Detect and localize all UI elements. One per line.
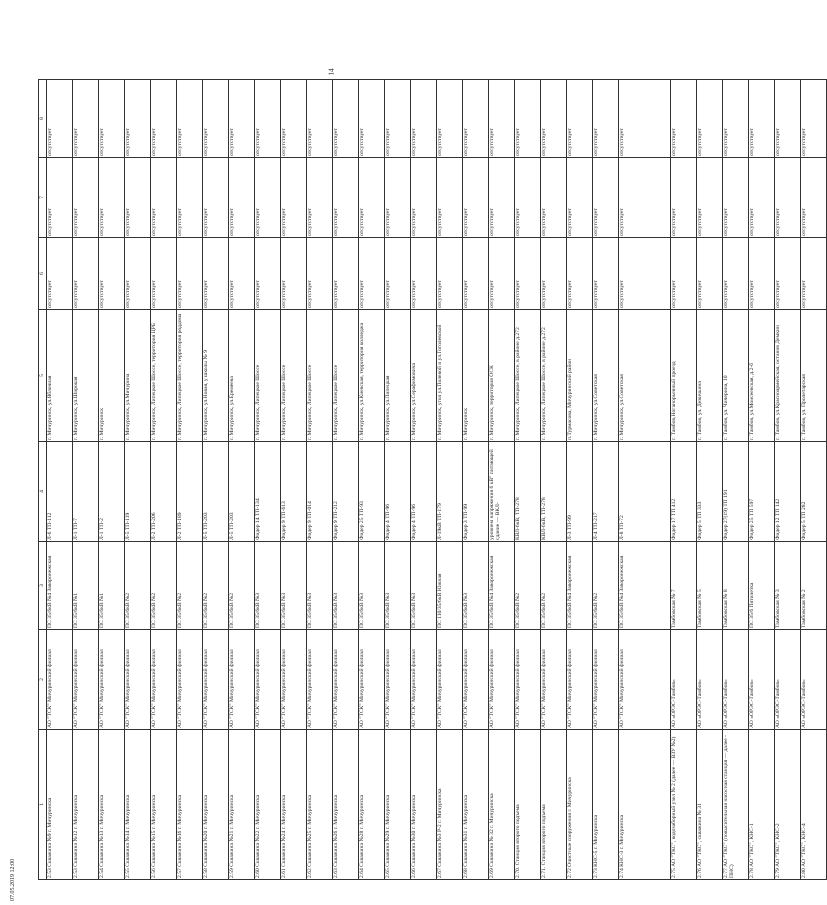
table-cell: г. Мичуринск, Липецкое Шоссе, территория роддома bbox=[177, 310, 203, 442]
table-cell: Л-3 ТП-99 bbox=[567, 442, 593, 542]
table-cell: отсутствует bbox=[359, 158, 385, 238]
table-cell: отсутствует bbox=[723, 80, 749, 158]
table-row bbox=[333, 80, 359, 880]
table-cell: ПС 35/6кВ №3 bbox=[255, 542, 281, 630]
table-cell: 2.62 Скважина №25 г. Мичуринска bbox=[307, 730, 333, 880]
column-header: 2 bbox=[39, 630, 47, 730]
table-cell: отсутствует bbox=[749, 158, 775, 238]
table-cell: Фидер 3 ТП-99 bbox=[463, 442, 489, 542]
table-cell: 2.56 Скважина №15 г. Мичуринска bbox=[151, 730, 177, 880]
table-row bbox=[125, 80, 151, 880]
table-cell: отсутствует bbox=[437, 80, 463, 158]
table-cell: отсутствует bbox=[99, 158, 125, 238]
table-cell: ПС 35/6кВ №2 bbox=[151, 542, 177, 630]
table-cell: 2.79 АО "ТКС", КНС-2 bbox=[775, 730, 801, 880]
table-cell: 2.53 Скважина №12 г. Мичуринска bbox=[73, 730, 99, 880]
table-cell: г. Мичуринск bbox=[463, 310, 489, 442]
table-cell: 2.65 Скважина №29 г. Мичуринска bbox=[385, 730, 411, 880]
table-cell: 2.72 Очистные сооружения г. Мичуринска bbox=[567, 730, 593, 880]
table-cell: Л-8 ТП-72 bbox=[619, 442, 671, 542]
table-cell: 2.73 КНС-5 г. Мичуринска bbox=[593, 730, 619, 880]
table-cell: г. Мичуринск, ул.Советская bbox=[619, 310, 671, 442]
table-cell: Тамбовская № 3 bbox=[775, 542, 801, 630]
table-cell: ПС 35/6кВ №2 bbox=[229, 542, 255, 630]
table-cell: отсутствует bbox=[203, 80, 229, 158]
table-cell: АО "ТСК" Мичуринский филиал bbox=[359, 630, 385, 730]
objects-table bbox=[38, 79, 827, 880]
table-cell: АО "ТСК" Мичуринский филиал bbox=[177, 630, 203, 730]
table-cell: отсутствует bbox=[801, 158, 827, 238]
table-cell: г. Тамбов, ул. Пролетарская bbox=[801, 310, 827, 442]
table-cell: отсутствует bbox=[151, 158, 177, 238]
table-cell: 2.80 АО "ТКС", КНС-4 bbox=[801, 730, 827, 880]
table-cell: отсутствует bbox=[177, 158, 203, 238]
table-cell: ПС 35/6кВ №2 bbox=[593, 542, 619, 630]
table-cell: отсутствует bbox=[411, 158, 437, 238]
table-cell: 2.70. Станция второго подъема bbox=[515, 730, 541, 880]
table-cell: Фидер 4 ТП-96 bbox=[411, 442, 437, 542]
table-cell: ПС 35/6кВ №3 bbox=[385, 542, 411, 630]
table-cell: г. Мичуринск, ул.Киевская, территория колледжа bbox=[359, 310, 385, 442]
table-cell: г. Мичуринск, Липецкое Шоссе bbox=[307, 310, 333, 442]
table-row bbox=[203, 80, 229, 880]
table-cell: АО "ТСК" Мичуринский филиал bbox=[73, 630, 99, 730]
table-cell: АО "ТСК" Мичуринский филиал bbox=[489, 630, 515, 730]
table-cell: Фидер 27(19) ТП 191 bbox=[723, 442, 749, 542]
table-cell: г. Мичуринск, угол ул.Полевой и ул.Гоголевской bbox=[437, 310, 463, 442]
table-cell: отсутствует bbox=[73, 80, 99, 158]
table-cell: г. Мичуринск, ул.Новая, у школы № 9 bbox=[203, 310, 229, 442]
table-cell: Фидер 25 ТП-93 bbox=[359, 442, 385, 542]
table-cell: отсутствует bbox=[437, 158, 463, 238]
table-cell: отсутствует bbox=[125, 158, 151, 238]
table-cell: г. Мичуринск, ул.Липецкая bbox=[385, 310, 411, 442]
table-cell: АО «ОРЭС-Тамбов» bbox=[671, 630, 697, 730]
table-cell: отсутствует bbox=[463, 238, 489, 310]
table-cell: отсутствует bbox=[619, 158, 671, 238]
table-cell: отсутствует bbox=[307, 238, 333, 310]
table-cell: отсутствует bbox=[489, 238, 515, 310]
table-cell: отсутствует bbox=[489, 80, 515, 158]
table-cell: ПС 35/6кВ №2 bbox=[125, 542, 151, 630]
table-cell: АО "ТСК" Мичуринский филиал bbox=[385, 630, 411, 730]
table-cell: АО "ТСК" Мичуринский филиал bbox=[437, 630, 463, 730]
table-row bbox=[99, 80, 125, 880]
table-cell: Тамбовская № 8 bbox=[723, 542, 749, 630]
table-cell: АО «ОРЭС-Тамбов» bbox=[801, 630, 827, 730]
table-cell: АО "ТСК" Мичуринский филиал bbox=[99, 630, 125, 730]
table-cell: отсутствует bbox=[619, 80, 671, 158]
table-cell: Л-2 ТП-206 bbox=[151, 442, 177, 542]
column-header: 3 bbox=[39, 542, 47, 630]
table-cell: 2.58 Скважина №20 г. Мичуринска bbox=[203, 730, 229, 880]
table-row bbox=[567, 80, 593, 880]
table-cell: Фидер 9 ТП-613 bbox=[281, 442, 307, 542]
table-cell: 2.69 Скважина № 32 г. Мичуринска bbox=[489, 730, 515, 880]
table-cell: отсутствует bbox=[775, 238, 801, 310]
table-cell: АО "ТСК" Мичуринский филиал bbox=[307, 630, 333, 730]
table-cell: 2.54 Скважина №13 г. Мичуринска bbox=[99, 730, 125, 880]
table-cell: 2.53 Скважина №9 г. Мичуринска bbox=[47, 730, 73, 880]
table-cell: отсутствует bbox=[801, 80, 827, 158]
table-row bbox=[385, 80, 411, 880]
footer-date-text: 07.05.2019 12:00 bbox=[10, 858, 16, 901]
table-cell: АО «ОРЭС-Тамбов» bbox=[775, 630, 801, 730]
table-cell: 2.67 Скважина №3 Р-2 г. Мичуринска bbox=[437, 730, 463, 880]
table-cell: АО "ТСК" Мичуринский филиал bbox=[619, 630, 671, 730]
table-cell: АО "ТСК" Мичуринский филиал bbox=[229, 630, 255, 730]
table-cell: АО "ТСК" Мичуринский филиал bbox=[255, 630, 281, 730]
table-cell: отсутствует bbox=[359, 238, 385, 310]
table-cell: 2.77 АО "ТКС" (повысительная насосная станция — далее - ПНС) bbox=[723, 730, 749, 880]
table-cell: отсутствует bbox=[593, 80, 619, 158]
table-cell: отсутствует bbox=[307, 80, 333, 158]
table-cell: 2.60 Скважина №22 г. Мичуринска bbox=[255, 730, 281, 880]
table-cell: отсутствует bbox=[801, 238, 827, 310]
table-cell: ПС 35/6кВ №3 bbox=[281, 542, 307, 630]
table-cell: 2.76 АО "ТКС", скважина № 31 bbox=[697, 730, 723, 880]
table-cell: отсутствует bbox=[229, 80, 255, 158]
table-cell: отсутствует bbox=[73, 238, 99, 310]
table-cell: г. Мичуринск, ул.Серафимовича bbox=[411, 310, 437, 442]
table-row bbox=[229, 80, 255, 880]
table-cell: Л-5 ТП-119 bbox=[125, 442, 151, 542]
table-cell: ПС 35/6кВ №4 Заворонежская bbox=[567, 542, 593, 630]
table-cell: ПС 35/6кВ №4 Заворонежская bbox=[47, 542, 73, 630]
table-row bbox=[515, 80, 541, 880]
table-row bbox=[411, 80, 437, 880]
table-cell: отсутствует bbox=[255, 80, 281, 158]
table-cell: г. Мичуринск bbox=[99, 310, 125, 442]
table-row bbox=[73, 80, 99, 880]
table-cell: 2.78 АО "ТКС", КНС-1 bbox=[749, 730, 775, 880]
table-cell: отсутствует bbox=[567, 80, 593, 158]
table-cell: 2.57 Скважина №16 г. Мичуринска bbox=[177, 730, 203, 880]
table-cell: Фидер 5 ТП 333 bbox=[697, 442, 723, 542]
table-cell: АО "ТСК" Мичуринский филиал bbox=[593, 630, 619, 730]
table-cell: Фидер 9 ТП-014 bbox=[307, 442, 333, 542]
table-cell: 2.61 Скважина №24 г. Мичуринска bbox=[281, 730, 307, 880]
table-cell: отсутствует bbox=[385, 80, 411, 158]
table-cell: АО "ТСК" Мичуринский филиал bbox=[515, 630, 541, 730]
table-cell: КВЛ-6кВ, ТП-278 bbox=[515, 442, 541, 542]
table-cell: АО "ТСК" Мичуринский филиал bbox=[463, 630, 489, 730]
table-cell: г. Мичуринск, Липецкое Шоссе, в районе д.272 bbox=[515, 310, 541, 442]
column-header: 6 bbox=[39, 238, 47, 310]
table-cell: отсутствует bbox=[47, 80, 73, 158]
table-cell: отсутствует bbox=[749, 238, 775, 310]
table-cell: отсутствует bbox=[333, 80, 359, 158]
table-row bbox=[697, 80, 723, 880]
table-cell: г. Мичуринск, Липецкое Шоссе, территория ЦРБ bbox=[151, 310, 177, 442]
table-cell: отсутствует bbox=[281, 158, 307, 238]
table-cell: ПС 35/6кВ №2 bbox=[515, 542, 541, 630]
table-row bbox=[255, 80, 281, 880]
table-cell: отсутствует bbox=[567, 238, 593, 310]
table-cell: ПС 35/6кВ №3 bbox=[333, 542, 359, 630]
table-cell: ПС 35/6кВ №2 bbox=[203, 542, 229, 630]
column-header: 4 bbox=[39, 442, 47, 542]
table-cell: отсутствует bbox=[697, 158, 723, 238]
table-cell: ПС 35/6кВ №4 Заворонежская bbox=[619, 542, 671, 630]
table-cell: отсутствует bbox=[281, 80, 307, 158]
table-cell: 2.64 Скважина №28 г. Мичуринска bbox=[359, 730, 385, 880]
table-cell: Тамбовская № 5 bbox=[697, 542, 723, 630]
table-cell: Фидер 9 ТП-212 bbox=[333, 442, 359, 542]
table-cell: отсутствует bbox=[515, 80, 541, 158]
table-cell: отсутствует bbox=[697, 238, 723, 310]
table-cell: г. Мичуринск, ул.Мичурина bbox=[125, 310, 151, 442]
table-cell: отсутствует bbox=[385, 238, 411, 310]
table-cell: п.Турмасова, Мичуринский район bbox=[567, 310, 593, 442]
table-row bbox=[775, 80, 801, 880]
table-cell: отсутствует bbox=[47, 158, 73, 238]
table-cell: отсутствует bbox=[229, 158, 255, 238]
table-cell: 2.75 АО "ТКС", водозаборный узел № 2 (далее — ВЗУ №2) bbox=[671, 730, 697, 880]
header-row bbox=[39, 80, 47, 880]
table-cell: Л-1 ТП-2 bbox=[99, 442, 125, 542]
table-row bbox=[437, 80, 463, 880]
table-cell: отсутствует bbox=[515, 158, 541, 238]
table-cell: Л-6 ТП-112 bbox=[47, 442, 73, 542]
table-cell: отсутствует bbox=[255, 238, 281, 310]
table-cell: 2.59 Скважина №21 г. Мичуринска bbox=[229, 730, 255, 880]
table-cell: ПС 35/6 Пятилетка bbox=[749, 542, 775, 630]
table-cell: Фидер 12 ТП 142 bbox=[775, 442, 801, 542]
column-header: 7 bbox=[39, 158, 47, 238]
table-cell: отсутствует bbox=[515, 238, 541, 310]
table-cell: 2.71. Станция второго подъема bbox=[541, 730, 567, 880]
table-cell: отсутствует bbox=[437, 238, 463, 310]
table-cell: отсутствует bbox=[359, 80, 385, 158]
table-cell: отсутствует bbox=[73, 158, 99, 238]
page-number: 14 bbox=[327, 68, 336, 76]
table-row bbox=[489, 80, 515, 880]
table-row bbox=[359, 80, 385, 880]
table-cell: г. Мичуринск, ул.Широкая bbox=[73, 310, 99, 442]
table-cell: отсутствует bbox=[411, 238, 437, 310]
table-cell: 2.66 Скважина №30 г. Мичуринска bbox=[411, 730, 437, 880]
table-cell: отсутствует bbox=[99, 80, 125, 158]
table-cell: АО "ТСК" Мичуринский филиал bbox=[203, 630, 229, 730]
table-cell: АО «ОРЭС-Тамбов» bbox=[749, 630, 775, 730]
table-row bbox=[307, 80, 333, 880]
table-cell: 2.74 КНС-3 г. Мичуринска bbox=[619, 730, 671, 880]
table-cell: АО "ТСК" Мичуринский филиал bbox=[333, 630, 359, 730]
table-cell: Л-19кВ ТП-179 bbox=[437, 442, 463, 542]
table-cell: г. Мичуринск, Липецкое Шоссе bbox=[281, 310, 307, 442]
table-cell: ПС 35/6кВ №4 Заворонежская bbox=[489, 542, 515, 630]
table-row bbox=[671, 80, 697, 880]
table-row bbox=[593, 80, 619, 880]
table-cell: отсутствует bbox=[47, 238, 73, 310]
table-cell: отсутствует bbox=[775, 158, 801, 238]
table-cell: отсутствует bbox=[203, 238, 229, 310]
table-cell: ПС 35/6кВ №2 bbox=[541, 542, 567, 630]
table-row bbox=[801, 80, 827, 880]
table-cell: отсутствует bbox=[463, 80, 489, 158]
table-row bbox=[463, 80, 489, 880]
table-cell: отсутствует bbox=[333, 238, 359, 310]
table-cell: отсутствует bbox=[125, 238, 151, 310]
table-cell: г. Мичуринск, ул.Яблочная bbox=[47, 310, 73, 442]
table-cell: отсутствует bbox=[125, 80, 151, 158]
table-cell: отсутствует bbox=[99, 238, 125, 310]
table-cell: Л-1 ТП-7 bbox=[73, 442, 99, 542]
table-cell: ПС 35/6кВ №3 bbox=[359, 542, 385, 630]
table-cell: отсутствует bbox=[723, 158, 749, 238]
table-cell: г. Тамбов,Ноганорьевный проезд bbox=[671, 310, 697, 442]
table-row bbox=[281, 80, 307, 880]
table-cell: отсутствует bbox=[463, 158, 489, 238]
table-cell: Фидер 25 ТП 597 bbox=[749, 442, 775, 542]
table-cell: г. Тамбов, ул.Красноармейская, останов Демкин bbox=[775, 310, 801, 442]
table-cell: отсутствует bbox=[281, 238, 307, 310]
table-cell: ПС 35/6кВ №1 bbox=[99, 542, 125, 630]
table-cell: отсутствует bbox=[541, 238, 567, 310]
table-cell: Л-2 ТП-189 bbox=[177, 442, 203, 542]
table-cell: Л-5 ТП-203 bbox=[229, 442, 255, 542]
table-cell: 2.68 Скважина №31 г. Мичуринска bbox=[463, 730, 489, 880]
table-cell: отсутствует bbox=[541, 80, 567, 158]
table-cell: отсутствует bbox=[593, 158, 619, 238]
table-row bbox=[151, 80, 177, 880]
table-cell: г. Мичуринск, Липецкое Шоссе, в районе д.272 bbox=[541, 310, 567, 442]
table-row bbox=[177, 80, 203, 880]
table-cell: ПС 35/6кВ №3 bbox=[463, 542, 489, 630]
table-cell: г. Мичуринск, ул.Советская bbox=[593, 310, 619, 442]
table-cell: отсутствует bbox=[411, 80, 437, 158]
table-cell: Фидер 5 ТП 282 bbox=[801, 442, 827, 542]
table-cell: ПС 35/6кВ №3 bbox=[411, 542, 437, 630]
table-cell: г. Мичуринск, ул.Еремеева bbox=[229, 310, 255, 442]
table-body bbox=[47, 80, 827, 880]
table-cell: АО "ТСК" Мичуринский филиал bbox=[567, 630, 593, 730]
table-cell: отсутствует bbox=[593, 238, 619, 310]
table-cell: АО "ТСК" Мичуринский филиал bbox=[125, 630, 151, 730]
table-cell: отсутствует bbox=[775, 80, 801, 158]
table-cell: отсутствует bbox=[671, 238, 697, 310]
table-cell: отсутствует bbox=[697, 80, 723, 158]
table-cell: г. Тамбов, ул. Чичерина, 10 bbox=[723, 310, 749, 442]
table-row bbox=[619, 80, 671, 880]
table-cell: отсутствует bbox=[177, 238, 203, 310]
table-cell: Тамбовская № 2 bbox=[801, 542, 827, 630]
table-cell: Фидер 14 ТП-134 bbox=[255, 442, 281, 542]
table-cell: отсутствует bbox=[307, 158, 333, 238]
table-cell: отсутствует bbox=[177, 80, 203, 158]
table-cell: отсутствует bbox=[619, 238, 671, 310]
column-header: 5 bbox=[39, 310, 47, 442]
table-cell: АО «ОРЭС-Тамбов» bbox=[723, 630, 749, 730]
table-cell: уровнем напряжения 6 кВ" питающей сдание — ВКЛ- bbox=[489, 442, 515, 542]
table-cell: ПС 35/6кВ №3 bbox=[307, 542, 333, 630]
table-cell: отсутствует bbox=[541, 158, 567, 238]
table-cell: отсутствует bbox=[203, 158, 229, 238]
table-cell: отсутствует bbox=[671, 80, 697, 158]
table-cell: АО "ТСК" Мичуринский филиал bbox=[47, 630, 73, 730]
table-row bbox=[541, 80, 567, 880]
table-cell: ПС 35/6кВ №1 bbox=[73, 542, 99, 630]
table-cell: Л-5 ТП-203 bbox=[203, 442, 229, 542]
table-cell: г. Мичуринск, территория ОСК bbox=[489, 310, 515, 442]
table-cell: отсутствует bbox=[151, 80, 177, 158]
table-cell: г. Тамбов, ул. Девичьина bbox=[697, 310, 723, 442]
table-cell: Фидер 17 ТП 412 bbox=[671, 442, 697, 542]
table-cell: АО "ТСК" Мичуринский филиал bbox=[151, 630, 177, 730]
table-cell: отсутствует bbox=[255, 158, 281, 238]
column-header: 8 bbox=[39, 80, 47, 158]
table-cell: АО «ОРЭС-Тамбов» bbox=[697, 630, 723, 730]
table-cell: отсутствует bbox=[489, 158, 515, 238]
table-cell: КВЛ-6кВ, ТП-278 bbox=[541, 442, 567, 542]
table-cell: Тамбовская № 7 bbox=[671, 542, 697, 630]
table-cell: г. Мичуринск, Липецкое Шоссе bbox=[333, 310, 359, 442]
rotated-table-container bbox=[38, 80, 807, 880]
table-row bbox=[749, 80, 775, 880]
column-header: 1 bbox=[39, 730, 47, 880]
table-cell: Л-4 ТП-217 bbox=[593, 442, 619, 542]
table-row bbox=[723, 80, 749, 880]
table-cell: отсутствует bbox=[385, 158, 411, 238]
table-cell: 2.63 Скважина №26 г. Мичуринска bbox=[333, 730, 359, 880]
table-cell: АО "ТСК" Мичуринский филиал bbox=[541, 630, 567, 730]
table-row bbox=[47, 80, 73, 880]
table-cell: отсутствует bbox=[333, 158, 359, 238]
table-cell: отсутствует bbox=[723, 238, 749, 310]
table-cell: 2.55 Скважина №14 г. Мичуринска bbox=[125, 730, 151, 880]
table-cell: отсутствует bbox=[749, 80, 775, 158]
table-cell: ПС 35/6кВ №2 bbox=[177, 542, 203, 630]
table-cell: ПС 110/35/6кВ Южная bbox=[437, 542, 463, 630]
table-cell: г. Мичуринск, Липецкое Шоссе bbox=[255, 310, 281, 442]
table-cell: АО "ТСК" Мичуринский филиал bbox=[281, 630, 307, 730]
table-cell: Фидер 4 ТП-96 bbox=[385, 442, 411, 542]
table-cell: отсутствует bbox=[151, 238, 177, 310]
table-cell: АО "ТСК" Мичуринский филиал bbox=[411, 630, 437, 730]
table-cell: отсутствует bbox=[229, 238, 255, 310]
table-cell: отсутствует bbox=[567, 158, 593, 238]
table-cell: отсутствует bbox=[671, 158, 697, 238]
table-cell: г. Тамбов, ул.Моисеевская, д.2-б bbox=[749, 310, 775, 442]
footer-date bbox=[4, 815, 34, 905]
